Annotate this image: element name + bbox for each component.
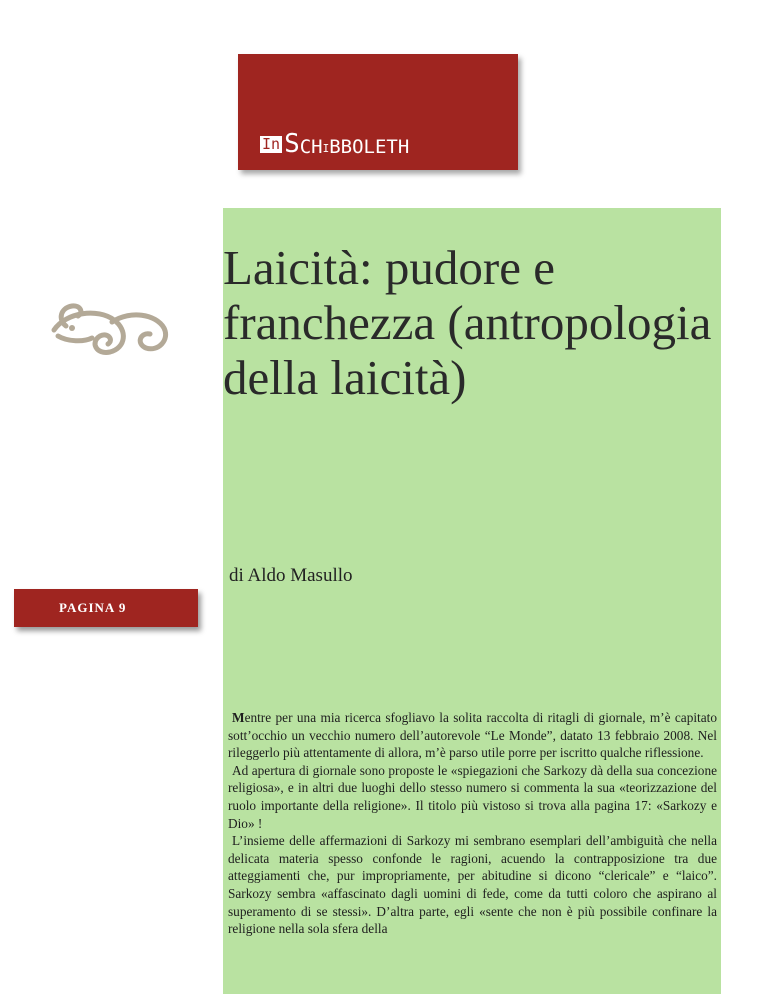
logo-in-mark: In [262, 134, 281, 153]
paragraph-3: L’insieme delle affermazioni di Sarkozy mi sembrano esemplari dell’ambiguità che nella delicata materia spesso confonde le ragioni, acuendo la contrapposizione tra due atteggiamenti che, pur impropriamente, per abitudine si dicono “clericale” e “laico”. Sarkozy sembra «affascinato dagli uomini di fede, come da tutti coloro che aspirano al superamento di se stessi». D’altra parte, egli «sente che non è più possibile confinare la religione nella sola sfera della [228, 833, 717, 937]
logo-letters-ch: CH [299, 135, 323, 158]
ornament-icon [46, 292, 174, 366]
logo-letters-bboleth: BBOLETH [329, 135, 410, 158]
article-title: Laicità: pudore e franchezza (antropologia della laicità) [223, 240, 712, 405]
header-banner [238, 54, 518, 170]
article-body [228, 709, 717, 938]
logo-letter-s: S [284, 129, 300, 159]
paragraph-2: Ad apertura di giornale sono proposte le «spiegazioni che Sarkozy dà della sua concezione religiosa», e in altri due luoghi dello stesso numero si commenta la sua «teorizzazione del ruolo importante della religione». Il titolo più vistoso si trova alla pagina 17: «Sarkozy e Dio» ! [228, 762, 717, 831]
dropcap: M [232, 710, 245, 725]
paragraph-1-text: entre per una mia ricerca sfogliavo la solita raccolta di ritagli di giornale, m’è capitato sott’occhio un vecchio numero dell’autorevole “Le Monde”, datato 13 febbraio 2008. Nel rileggerlo più attentamente di allora, m’è parso utile porre per iscritto qualche riflessione. [228, 710, 717, 761]
logo [260, 131, 409, 157]
paragraph-1 [228, 709, 717, 762]
page-badge [14, 589, 198, 627]
article-author: di Aldo Masullo [229, 565, 353, 586]
page-label: PAGINA 9 [59, 600, 127, 615]
logo-letter-i: I [322, 141, 330, 155]
